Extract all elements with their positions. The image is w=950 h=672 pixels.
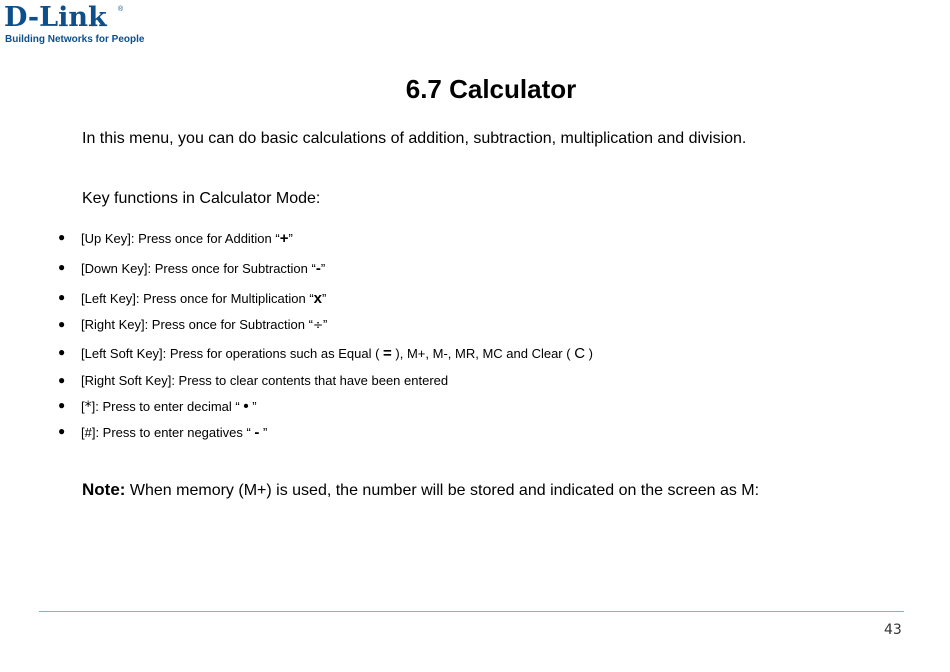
decimal-symbol: • [243, 398, 249, 415]
d-link-logo [4, 2, 145, 46]
item-text: [Up Key]: Press once for Addition “ [81, 231, 280, 246]
item-text: [ [81, 399, 85, 414]
note-label: Note: [82, 480, 126, 499]
multiply-symbol: x [313, 290, 322, 307]
bullet-icon: ● [58, 424, 66, 438]
bullet-icon: ● [58, 260, 66, 274]
item-text-end: ” [259, 425, 268, 440]
minus-symbol: - [254, 424, 260, 441]
item-text: [Right Soft Key]: Press to clear contents that have been entered [81, 373, 449, 388]
item-text-end: ” [323, 317, 328, 332]
section-title: 6.7 Calculator [405, 74, 577, 104]
item-text: [Left Soft Key]: Press for operations such as Equal ( [81, 346, 384, 361]
footer-divider [39, 611, 904, 612]
item-text-end: ) [585, 346, 593, 361]
equal-symbol: = [383, 345, 392, 362]
intro-paragraph: In this menu, you can do basic calculations of addition, subtraction, multiplication and division. [82, 130, 747, 147]
item-text: [Down Key]: Press once for Subtraction “ [81, 261, 316, 276]
item-text-end: ” [320, 261, 326, 276]
bullet-icon: ● [58, 317, 66, 331]
note-text: When memory (M+) is used, the number will be stored and indicated on the screen as M: [125, 482, 760, 499]
item-text: [#]: Press to enter negatives “ [81, 425, 255, 440]
plus-symbol: + [279, 230, 289, 247]
bullet-icon: ● [58, 345, 66, 359]
divide-symbol: ÷ [312, 318, 323, 332]
item-text-end: ” [288, 231, 293, 246]
page-number: 43 [884, 622, 902, 638]
clear-symbol: C [574, 345, 586, 362]
bullet-icon: ● [58, 373, 66, 387]
item-text: [Left Key]: Press once for Multiplication “ [81, 291, 314, 306]
logo-tagline: Building Networks for People [5, 34, 145, 45]
bullet-icon: ● [58, 290, 66, 304]
key-functions-heading: Key functions in Calculator Mode: [82, 190, 321, 207]
item-text-mid: ), M+, M-, MR, MC and Clear ( [391, 346, 575, 361]
item-text-end: ” [248, 399, 257, 414]
item-text-mid: ]: Press to enter decimal “ [91, 399, 244, 414]
item-text-end: ” [322, 291, 327, 306]
bullet-icon: ● [58, 230, 66, 244]
minus-symbol: - [315, 260, 321, 277]
note-paragraph [82, 480, 759, 500]
logo-wordmark: D-Link [4, 2, 107, 33]
bullet-icon: ● [58, 398, 66, 412]
item-text: [Right Key]: Press once for Subtraction “ [81, 317, 313, 332]
registered-mark: ® [118, 6, 124, 13]
asterisk-symbol: * [84, 399, 92, 415]
